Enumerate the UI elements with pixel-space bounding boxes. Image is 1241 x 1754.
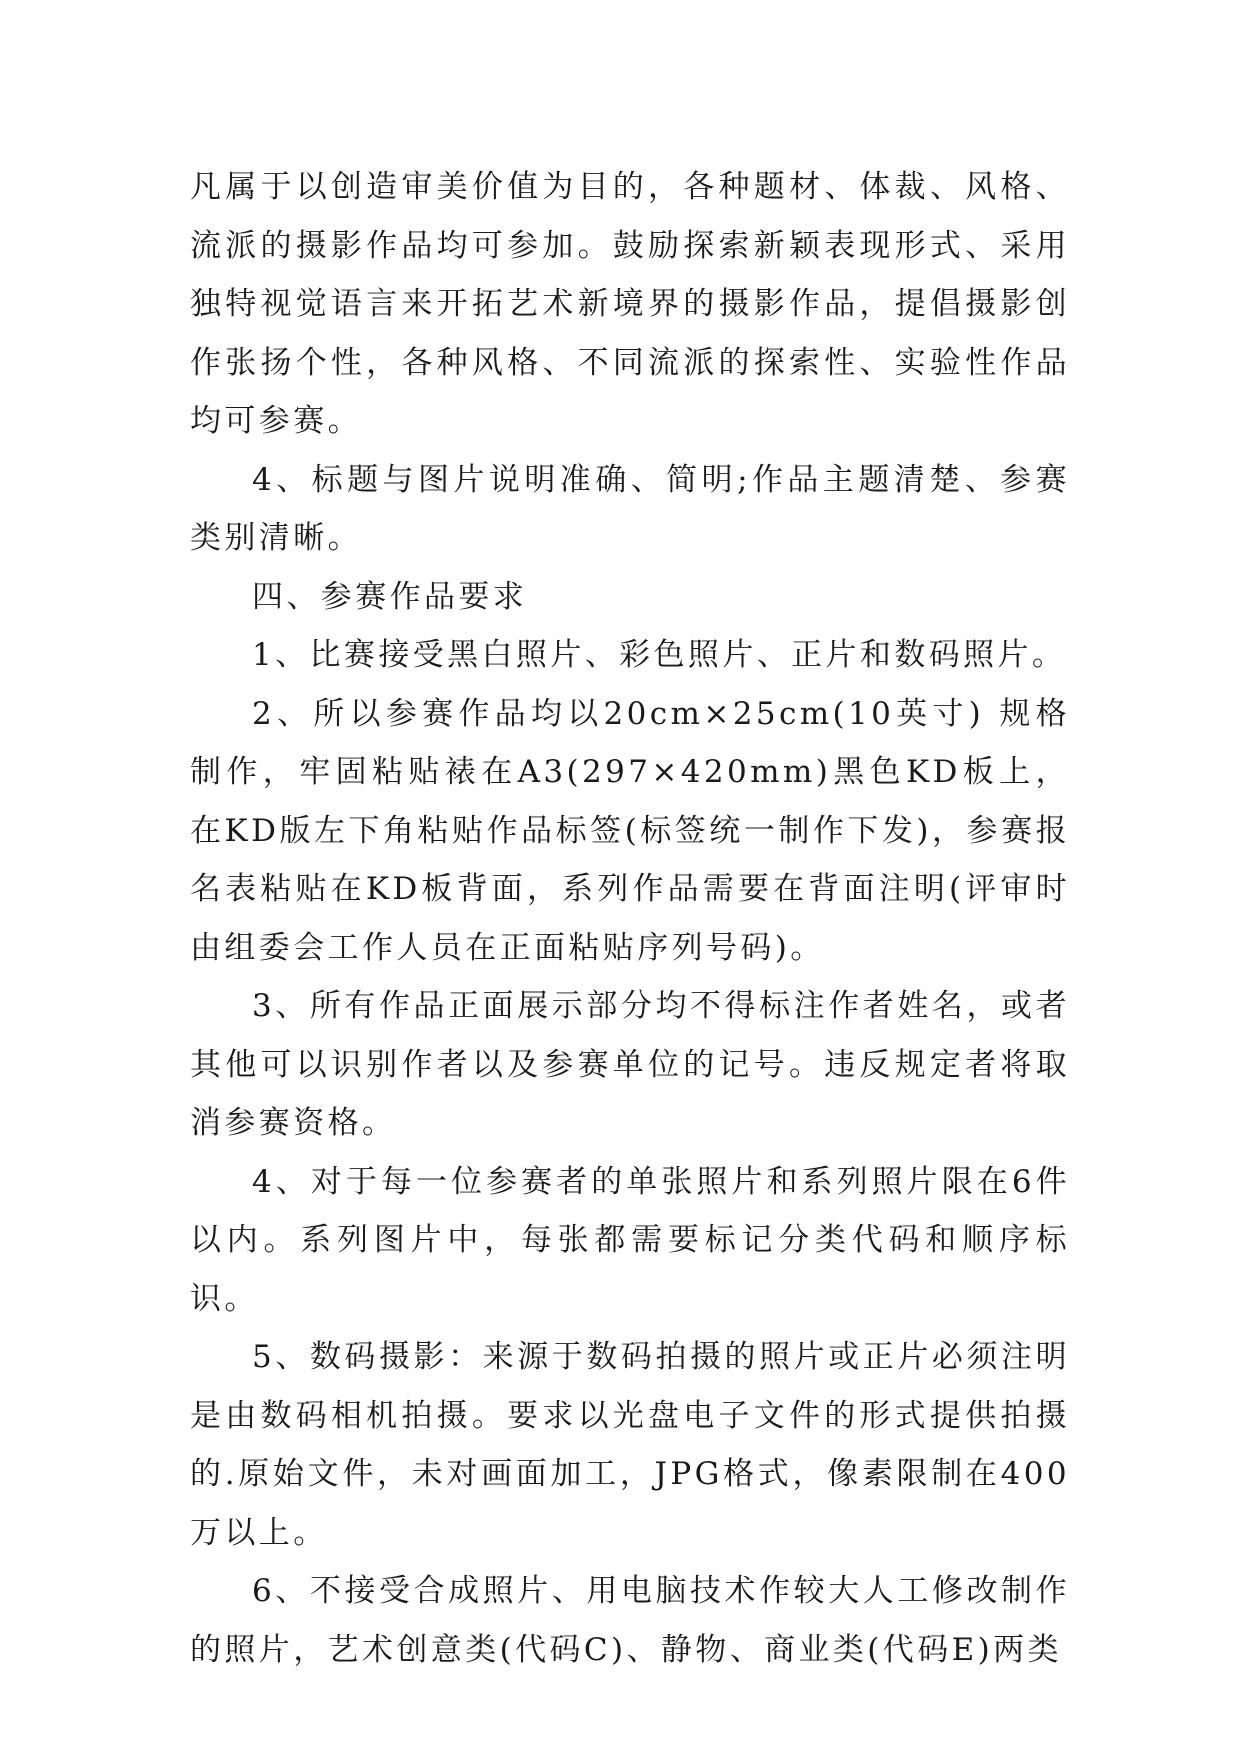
paragraph-format-mounting: 2、所以参赛作品均以20cm×25cm(10英寸) 规格制作，牢固粘贴裱在A3(297×420mm)黑色KD板上，在KD版左下角粘贴作品标签(标签统一制作下发)，参赛报名表粘贴在KD板背面，系列作品需要在背面注明(评审时由组委会工作人员在正面粘贴序列号码)。 xyxy=(190,695,1070,966)
paragraph-no-composite: 6、不接受合成照片、用电脑技术作较大人工修改制作的照片，艺术创意类(代码C)、静物、商业类(代码E)两类 xyxy=(190,1573,1070,1668)
document-body xyxy=(190,158,1070,1679)
paragraph-photo-types: 1、比赛接受黑白照片、彩色照片、正片和数码照片。 xyxy=(252,637,1067,673)
paragraph-title-caption: 4、标题与图片说明准确、简明;作品主题清楚、参赛类别清晰。 xyxy=(190,461,1070,556)
paragraph-digital-photo: 5、数码摄影：来源于数码拍摄的照片或正片必须注明是由数码相机拍摄。要求以光盘电子文件的形式提供拍摄的.原始文件，未对画面加工，JPG格式，像素限制在400万以上。 xyxy=(190,1339,1070,1551)
section-heading-requirements: 四、参赛作品要求 xyxy=(252,578,528,615)
paragraph-entry-scope: 凡属于以创造审美价值为目的，各种题材、体裁、风格、流派的摄影作品均可参加。鼓励探索新颖表现形式、采用独特视觉语言来开拓艺术新境界的摄影作品，提倡摄影创作张扬个性，各种风格、不同流派的探索性、实验性作品均可参赛。 xyxy=(190,169,1070,439)
paragraph-entry-limit: 4、对于每一位参赛者的单张照片和系列照片限在6件以内。系列图片中，每张都需要标记分类代码和顺序标识。 xyxy=(190,1163,1070,1317)
paragraph-anonymity: 3、所有作品正面展示部分均不得标注作者姓名，或者其他可以识别作者以及参赛单位的记号。违反规定者将取消参赛资格。 xyxy=(190,988,1070,1141)
